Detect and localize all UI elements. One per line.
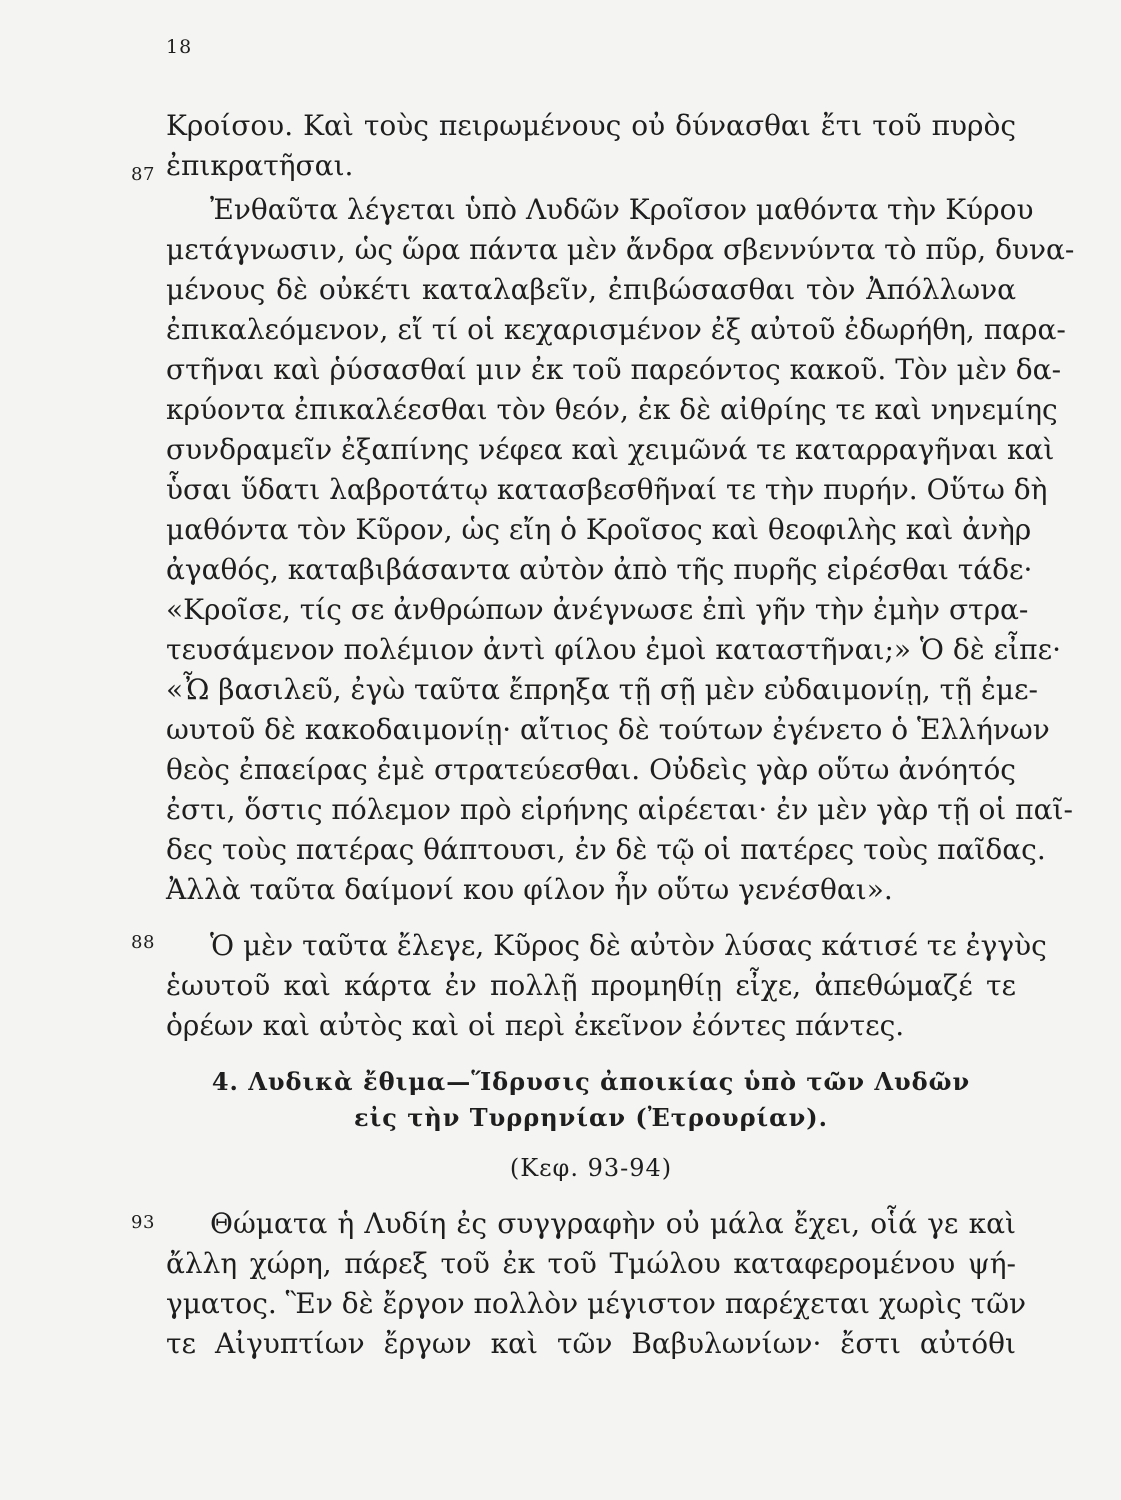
text-line: ὗσαι ὕδατι λαβροτάτῳ κατασβεσθῆναί τε τὴν πυρήν. Οὕτω δὴ: [166, 473, 1048, 506]
text-line: Ἀλλὰ ταῦτα δαίμονί κου φίλον ἦν οὕτω γενέσθαι».: [166, 873, 893, 906]
text-line: μετάγνωσιν, ὡς ὥρα πάντα μὲν ἄνδρα σβεννύντα τὸ πῦρ, δυνα-: [166, 233, 1075, 266]
section-number-87: 87: [131, 164, 155, 185]
text-line: γματος. Ἓν δὲ ἔργον πολλὸν μέγιστον παρέχεται χωρὶς τῶν: [166, 1287, 1027, 1320]
text-line: «Ὦ βασιλεῦ, ἐγὼ ταῦτα ἔπρηξα τῇ σῇ μὲν εὐδαιμονίῃ, τῇ ἐμε-: [166, 673, 1039, 706]
text-line: κρύοντα ἐπικαλέεσθαι τὸν θεόν, ἐκ δὲ αἰθρίης τε καὶ νηνεμίης: [166, 393, 1058, 426]
text-line: ἄλλη χώρη, πάρεξ τοῦ ἐκ τοῦ Τμώλου καταφερομένου ψή-: [166, 1247, 1016, 1280]
text-line: ἀγαθός, καταβιβάσαντα αὐτὸν ἀπὸ τῆς πυρῆς εἰρέσθαι τάδε·: [166, 553, 1033, 586]
section-86-tail: [166, 106, 1016, 186]
text-line: μένους δὲ οὐκέτι καταλαβεῖν, ἐπιβώσασθαι τὸν Ἀπόλλωνα: [166, 273, 1016, 306]
text-line: ἐπικαλεόμενον, εἴ τί οἱ κεχαρισμένον ἐξ αὐτοῦ ἐδωρήθη, παρα-: [166, 313, 1066, 346]
section-87: [166, 190, 1075, 910]
text-line: μαθόντα τὸν Κῦρον, ὡς εἴη ὁ Κροῖσος καὶ θεοφιλὴς καὶ ἀνὴρ: [166, 513, 1032, 546]
page-number: 18: [166, 36, 193, 58]
text-line: ἐστι, ὅστις πόλεμον πρὸ εἰρήνης αἱρέεται· ἐν μὲν γὰρ τῇ οἱ παῖ-: [166, 793, 1073, 826]
section-88: [166, 926, 1047, 1046]
chapter-reference: (Κεφ. 93-94): [509, 1154, 673, 1182]
text-line: θεὸς ἐπαείρας ἐμὲ στρατεύεσθαι. Οὐδεὶς γὰρ οὕτω ἀνόητός: [166, 753, 1016, 786]
section-93: [166, 1204, 1027, 1364]
section-heading: [166, 1064, 1016, 1136]
text-line: τε Αἰγυπτίων ἔργων καὶ τῶν Βαβυλωνίων· ἔστι αὐτόθι: [166, 1327, 1016, 1360]
text-line: στῆναι καὶ ῥύσασθαί μιν ἐκ τοῦ παρεόντος κακοῦ. Τὸν μὲν δα-: [166, 353, 1062, 386]
text-line: τευσάμενον πολέμιον ἀντὶ φίλου ἐμοὶ καταστῆναι;» Ὁ δὲ εἶπε·: [166, 633, 1061, 666]
text-line: Θώματα ἡ Λυδίη ἐς συγγραφὴν οὐ μάλα ἔχει, οἷά γε καὶ: [210, 1207, 1016, 1240]
section-number-93: 93: [131, 1212, 155, 1233]
section-number-88: 88: [131, 932, 155, 953]
text-line: «Κροῖσε, τίς σε ἀνθρώπων ἀνέγνωσε ἐπὶ γῆν τὴν ἐμὴν στρα-: [166, 593, 1029, 626]
text-line: ὁρέων καὶ αὐτὸς καὶ οἱ περὶ ἐκεῖνον ἐόντες πάντες.: [166, 1009, 905, 1042]
text-line: Ὁ μὲν ταῦτα ἔλεγε, Κῦρος δὲ αὐτὸν λύσας κάτισέ τε ἐγγὺς: [210, 929, 1047, 962]
text-line: δες τοὺς πατέρας θάπτουσι, ἐν δὲ τῷ οἱ πατέρες τοὺς παῖδας.: [166, 833, 1046, 866]
text-line: συνδραμεῖν ἐξαπίνης νέφεα καὶ χειμῶνά τε καταρραγῆναι καὶ: [166, 433, 1055, 466]
heading-line-1: 4. Λυδικὰ ἔθιμα—Ἵδρυσις ἀποικίας ὑπὸ τῶν Λυδῶν: [211, 1067, 971, 1096]
text-line: Ἐνθαῦτα λέγεται ὑπὸ Λυδῶν Κροῖσον μαθόντα τὴν Κύρου: [210, 193, 1034, 226]
text-line: ἑωυτοῦ καὶ κάρτα ἐν πολλῇ προμηθίῃ εἶχε, ἀπεθώμαζέ τε: [166, 969, 1016, 1002]
heading-line-2: εἰς τὴν Τυρρηνίαν (Ἐτρουρίαν).: [354, 1103, 828, 1132]
text-line: Κροίσου. Καὶ τοὺς πειρωμένους οὐ δύνασθαι ἔτι τοῦ πυρὸς: [166, 109, 1016, 142]
text-line: ἐπικρατῆσαι.: [166, 149, 354, 182]
text-line: ωυτοῦ δὲ κακοδαιμονίῃ· αἴτιος δὲ τούτων ἐγένετο ὁ Ἑλλήνων: [166, 713, 1050, 746]
